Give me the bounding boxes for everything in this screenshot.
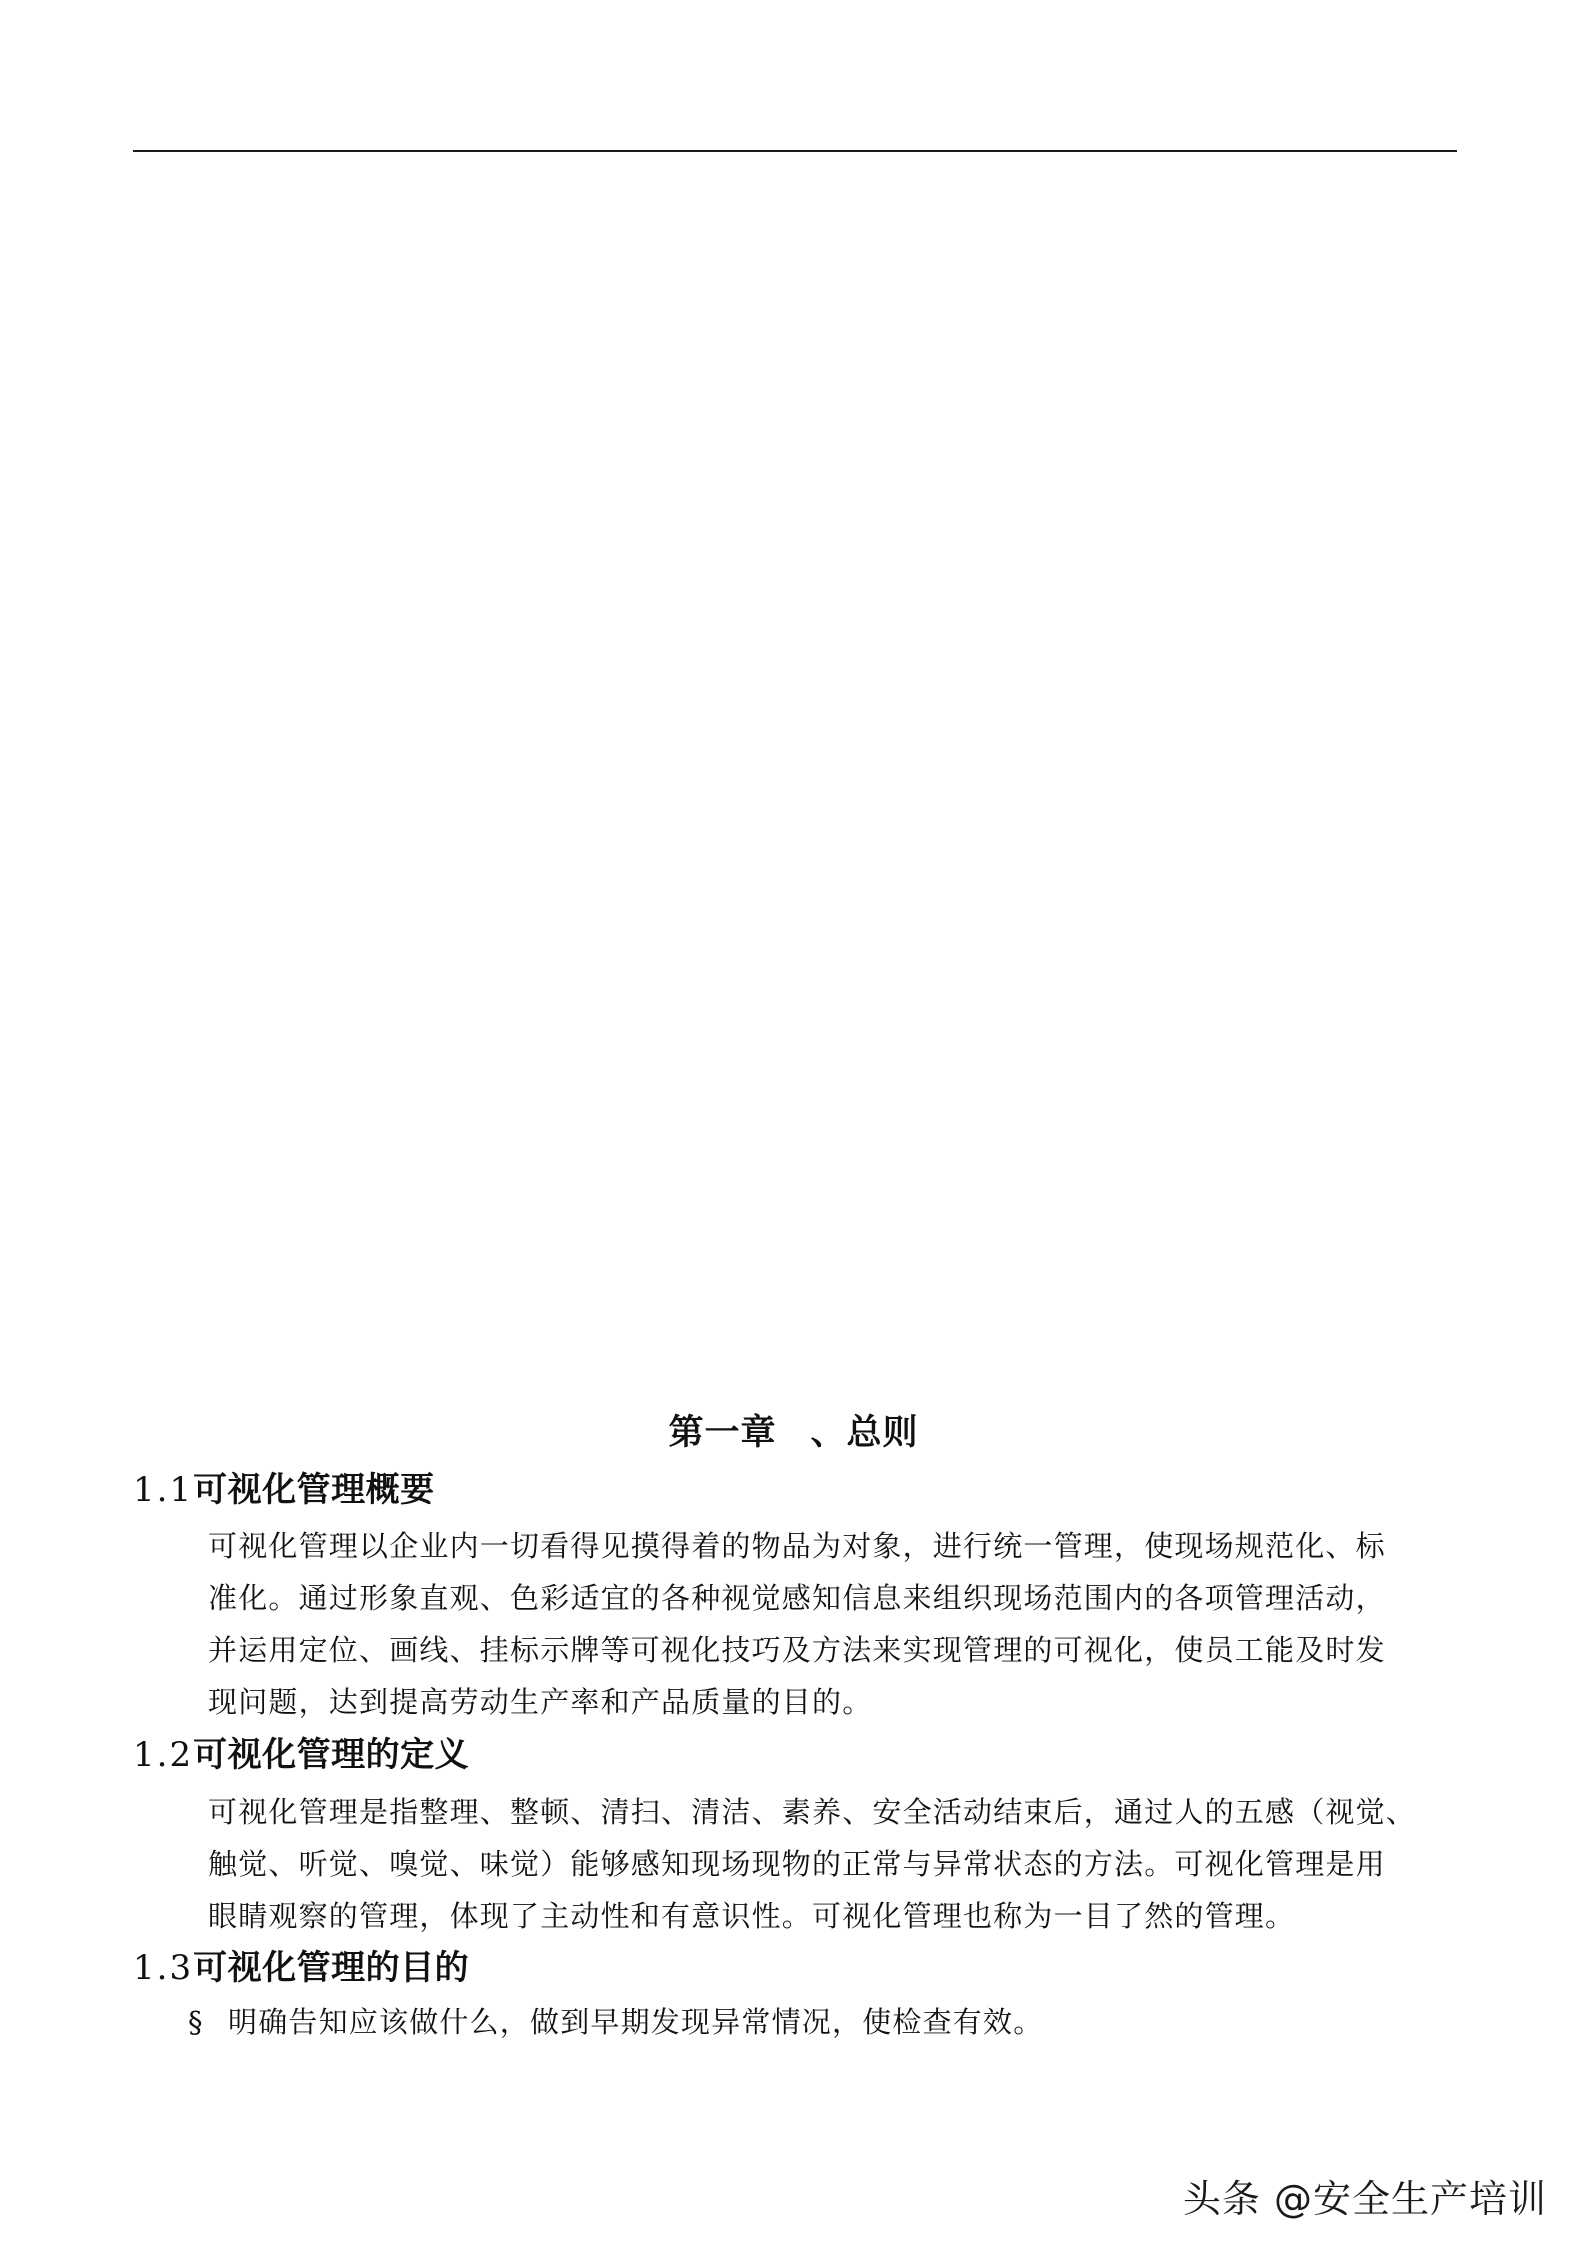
chapter-title bbox=[0, 1405, 1587, 1455]
section-title: 可视化管理的定义 bbox=[193, 1735, 470, 1775]
paragraph-line: 可视化管理是指整理、整顿、清扫、清洁、素养、安全活动结束后，通过人的五感（视觉、 bbox=[208, 1795, 1417, 1829]
paragraph-line: 现问题，达到提高劳动生产率和产品质量的目的。 bbox=[208, 1685, 873, 1719]
bullet-mark: § bbox=[188, 2005, 204, 2039]
section-1-1-paragraph bbox=[208, 1520, 1470, 1728]
section-title: 可视化管理的目的 bbox=[193, 1948, 470, 1988]
bullet-item bbox=[188, 1996, 1043, 2048]
section-number: 1.2 bbox=[133, 1735, 194, 1775]
section-1-2-paragraph bbox=[208, 1786, 1470, 1942]
section-number: 1.1 bbox=[133, 1470, 194, 1510]
section-title: 可视化管理概要 bbox=[193, 1470, 435, 1510]
chapter-title-left: 第一章 bbox=[668, 1412, 777, 1453]
paragraph-line: 并运用定位、画线、挂标示牌等可视化技巧及方法来实现管理的可视化，使员工能及时发 bbox=[208, 1633, 1386, 1667]
bullet-text: 明确告知应该做什么，做到早期发现异常情况，使检查有效。 bbox=[228, 2005, 1044, 2039]
section-heading-1-3 bbox=[133, 1940, 469, 1989]
header-rule bbox=[133, 150, 1457, 152]
chapter-title-right: 、总则 bbox=[810, 1412, 919, 1453]
section-heading-1-1 bbox=[133, 1462, 435, 1511]
section-number: 1.3 bbox=[133, 1948, 194, 1988]
paragraph-line: 眼睛观察的管理，体现了主动性和有意识性。可视化管理也称为一目了然的管理。 bbox=[208, 1899, 1296, 1933]
section-heading-1-2 bbox=[133, 1727, 469, 1776]
paragraph-line: 准化。通过形象直观、色彩适宜的各种视觉感知信息来组织现场范围内的各项管理活动， bbox=[208, 1581, 1386, 1615]
paragraph-line: 触觉、听觉、嗅觉、味觉）能够感知现场现物的正常与异常状态的方法。可视化管理是用 bbox=[208, 1847, 1386, 1881]
paragraph-line: 可视化管理以企业内一切看得见摸得着的物品为对象，进行统一管理，使现场规范化、标 bbox=[208, 1529, 1386, 1563]
watermark: 头条 @安全生产培训 bbox=[1182, 2177, 1547, 2221]
